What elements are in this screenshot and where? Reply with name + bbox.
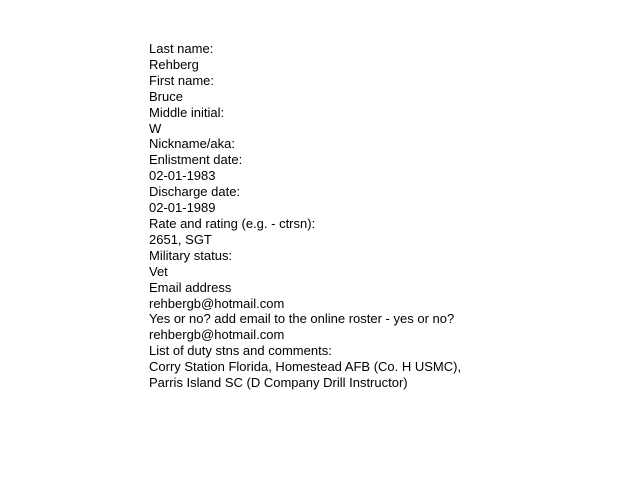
roster-label: Yes or no? add email to the online roster - yes or no? <box>149 311 455 327</box>
rate-rating-label: Rate and rating (e.g. - ctrsn): <box>149 215 316 231</box>
middle-initial-label: Middle initial: <box>149 104 225 120</box>
email-label: Email address <box>149 279 232 295</box>
duty-stations-line-2: Parris Island SC (D Company Drill Instructor) <box>149 375 408 391</box>
duty-stations-line-1: Corry Station Florida, Homestead AFB (Co. H USMC), <box>149 359 462 375</box>
middle-initial-value: W <box>149 120 162 136</box>
military-status-value: Vet <box>149 263 168 279</box>
military-status-label: Military status: <box>149 247 233 263</box>
last-name-value: Rehberg <box>149 56 199 72</box>
last-name-label: Last name: <box>149 41 214 56</box>
email-value: rehbergb@hotmail.com <box>149 295 285 311</box>
discharge-date-label: Discharge date: <box>149 184 241 200</box>
roster-value: rehbergb@hotmail.com <box>149 327 285 343</box>
member-record <box>149 41 619 391</box>
discharge-date-value: 02-01-1989 <box>149 200 216 216</box>
nickname-label: Nickname/aka: <box>149 136 235 152</box>
first-name-label: First name: <box>149 72 215 88</box>
enlistment-date-value: 02-01-1983 <box>149 168 216 184</box>
rate-rating-value: 2651, SGT <box>149 231 212 247</box>
enlistment-date-label: Enlistment date: <box>149 152 243 168</box>
duty-stations-label: List of duty stns and comments: <box>149 343 332 359</box>
first-name-value: Bruce <box>149 88 183 104</box>
